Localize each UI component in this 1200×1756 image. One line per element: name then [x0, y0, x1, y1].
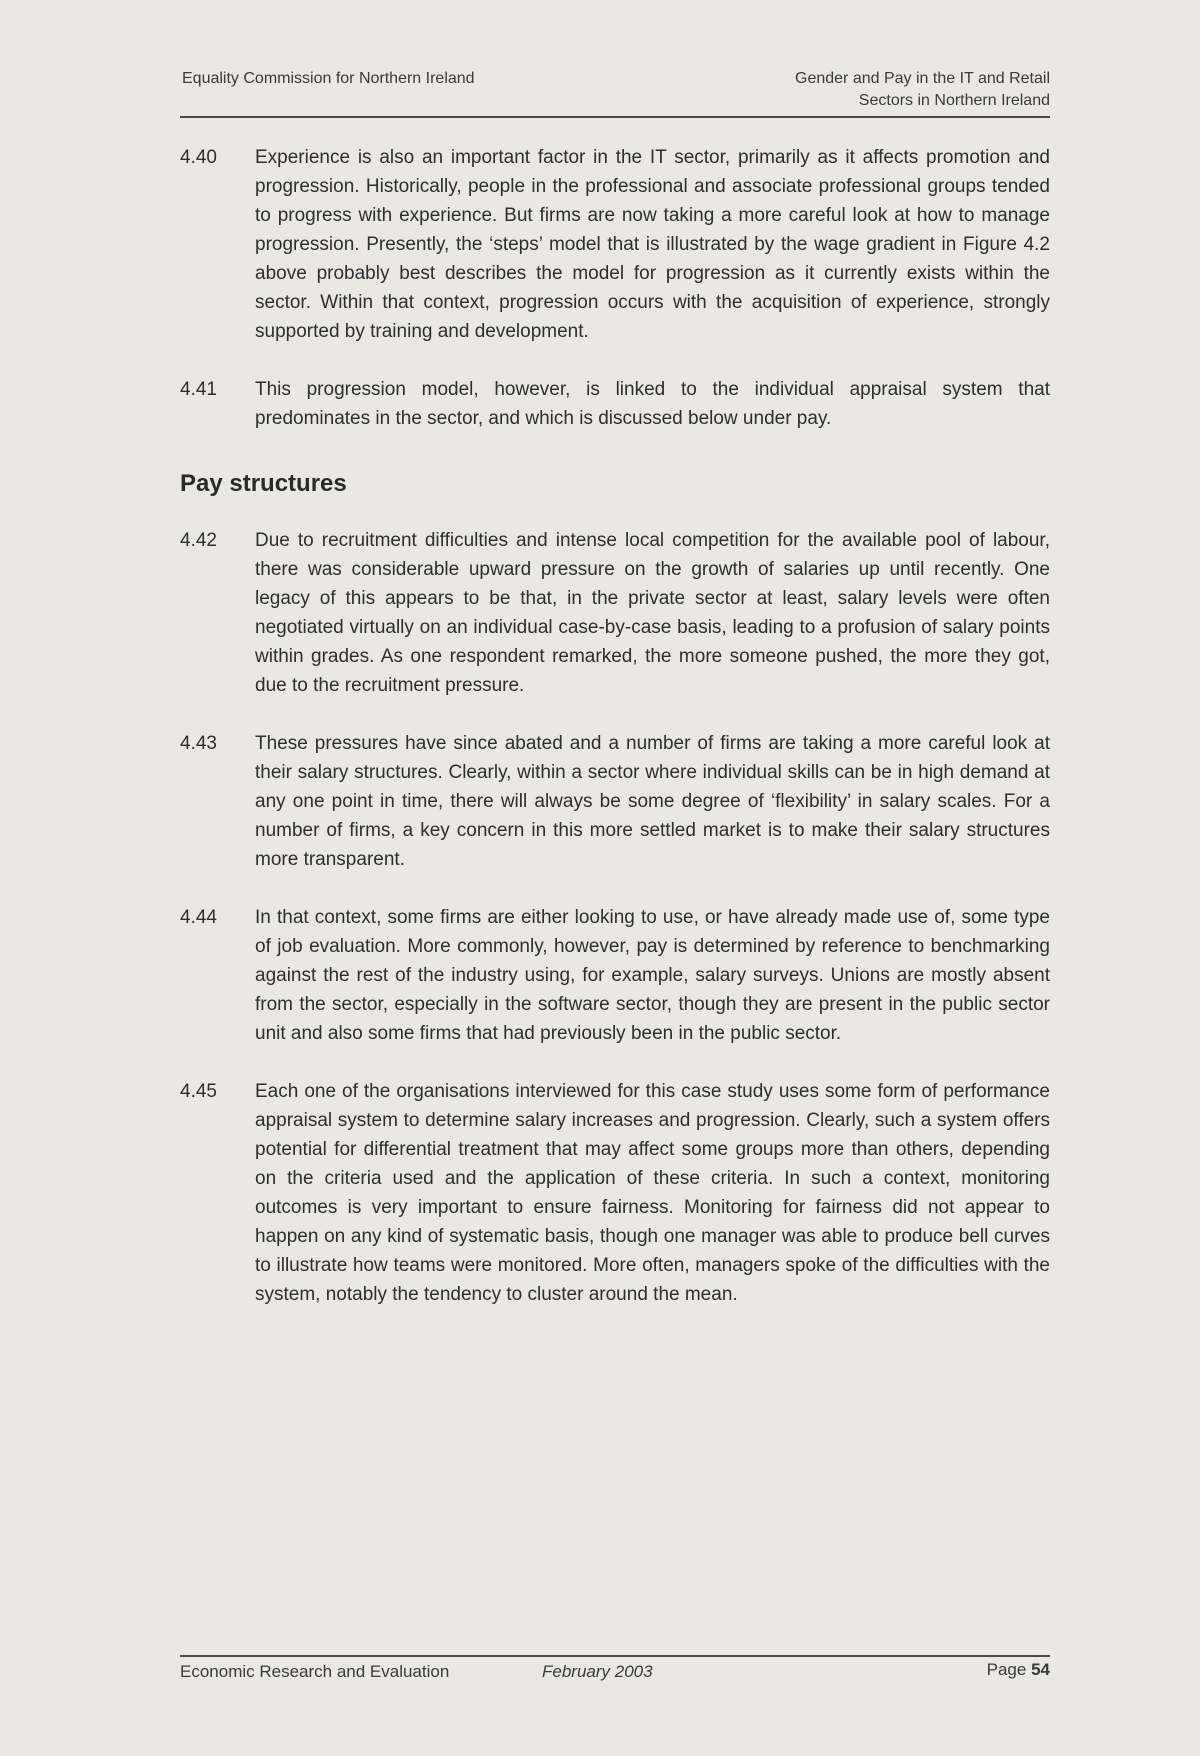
footer-divider — [180, 1655, 1050, 1657]
paragraph-text: Experience is also an important factor in the IT sector, primarily as it affects promotion and progression. Historically, people in the professional and associate professional groups tended to progress with experience. But firms are now taking a more careful look at how to manage progression. Presently, the ‘steps’ model that is illustrated by the wage gradient in Figure 4.2 above probably best describes the model for progression as it currently exists within the sector. Within that context, progression occurs with the acquisition of experience, strongly supported by training and development. — [255, 147, 1050, 342]
paragraph-text: In that context, some firms are either looking to use, or have already made use of, some type of job evaluation. More commonly, however, pay is determined by reference to benchmarking against the rest of the industry using, for example, salary surveys. Unions are mostly absent from the sector, especially in the software sector, though they are present in the public sector unit and also some firms that had previously been in the public sector. — [255, 907, 1050, 1044]
paragraph-4-40 — [180, 143, 1050, 346]
page-number — [987, 1660, 1050, 1680]
header-organisation: Equality Commission for Northern Ireland — [182, 70, 475, 87]
paragraph-text: Each one of the organisations interviewed for this case study uses some form of performance appraisal system to determine salary increases and progression. Clearly, such a system offers potential for differential treatment that may affect some groups more than others, depending on the criteria used and the application of these criteria. In such a context, monitoring outcomes is very important to ensure fairness. Monitoring for fairness did not appear to happen on any kind of systematic basis, though one manager was able to produce bell curves to illustrate how teams were monitored. More often, managers spoke of the difficulties with the system, notably the tendency to cluster around the mean. — [255, 1081, 1050, 1305]
paragraph-number: 4.42 — [180, 530, 217, 551]
page-label: Page — [986, 1660, 1027, 1679]
paragraph-text: These pressures have since abated and a number of firms are taking a more careful look at their salary structures. Clearly, within a sector where individual skills can be in high demand at any one point in time, there will always be some degree of ‘flexibility’ in salary scales. For a number of firms, a key concern in this more settled market is to make their salary structures more transparent. — [255, 733, 1050, 870]
section-heading: Pay structures — [180, 470, 347, 497]
paragraph-4-43 — [180, 729, 1050, 874]
header-divider — [180, 116, 1050, 118]
header-title-line1: Gender and Pay in the IT and Retail — [795, 70, 1050, 87]
paragraph-number: 4.41 — [180, 379, 217, 400]
paragraph-4-44 — [180, 903, 1050, 1048]
footer-organisation: Economic Research and Evaluation — [180, 1662, 450, 1681]
paragraph-4-45 — [180, 1077, 1050, 1309]
paragraph-number: 4.44 — [180, 907, 217, 928]
footer-date: February 2003 — [542, 1662, 653, 1681]
paragraph-number: 4.45 — [180, 1081, 217, 1102]
header-report-title — [795, 68, 1050, 112]
page-number-value: 54 — [1031, 1660, 1050, 1679]
paragraph-number: 4.40 — [180, 147, 217, 168]
header-title-line2: Sectors in Northern Ireland — [858, 92, 1050, 109]
paragraph-number: 4.43 — [180, 733, 217, 754]
paragraph-text: Due to recruitment difficulties and intense local competition for the available pool of labour, there was considerable upward pressure on the growth of salaries up until recently. One legacy of this appears to be that, in the private sector at least, salary levels were often negotiated virtually on an individual case-by-case basis, leading to a profusion of salary points within grades. As one respondent remarked, the more someone pushed, the more they got, due to the recruitment pressure. — [255, 530, 1050, 696]
paragraph-4-41 — [180, 375, 1050, 433]
paragraph-4-42 — [180, 526, 1050, 700]
paragraph-text: This progression model, however, is linked to the individual appraisal system that predominates in the sector, and which is discussed below under pay. — [255, 379, 1050, 429]
page-body — [180, 143, 1050, 1309]
